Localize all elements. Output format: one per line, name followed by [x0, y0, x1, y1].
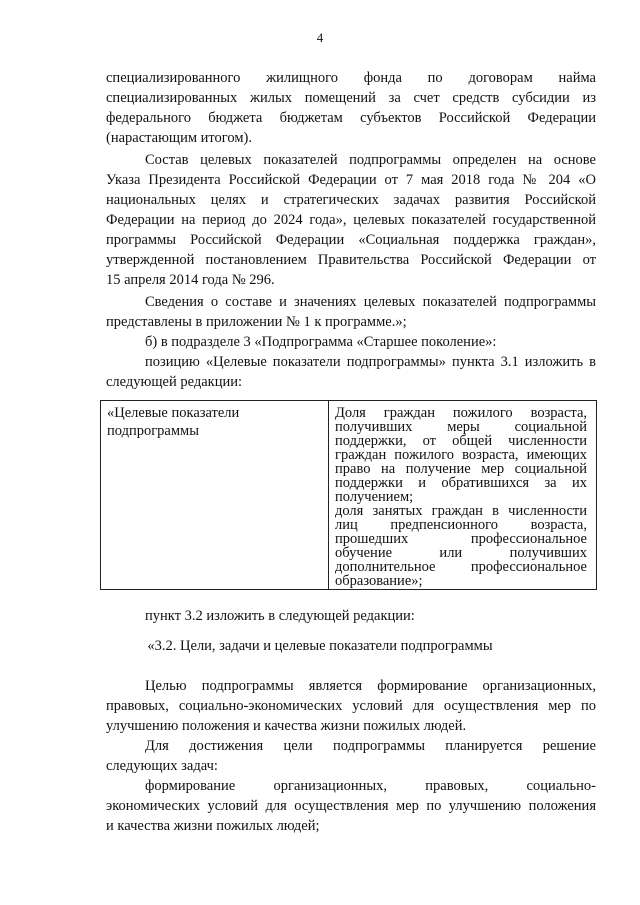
text-line: экономических условий для осуществления мер по улучшению положения [106, 798, 596, 814]
table-cell-right: получением; [335, 489, 414, 505]
section-heading: «3.2. Цели, задачи и целевые показатели подпрограммы [147, 638, 493, 654]
table-cell-right: Доля граждан пожилого возраста, [335, 405, 587, 421]
text-line: федерального бюджета бюджетам субъектов Российской Федерации [106, 110, 596, 126]
text-line: и качества жизни пожилых людей; [106, 818, 320, 834]
table-cell-right: право на получение мер социальной [335, 461, 587, 477]
text-line: программы Российской Федерации «Социальная поддержка граждан», [106, 232, 596, 248]
text-line: Сведения о составе и значениях целевых показателей подпрограммы [145, 294, 596, 310]
table-cell-right: поддержки, от общей численности [335, 433, 587, 449]
text-line: улучшению положения и качества жизни пожилых людей. [106, 718, 467, 734]
text-line: б) в подразделе 3 «Подпрограмма «Старшее поколение»: [145, 334, 497, 350]
indicator-table [100, 400, 597, 590]
text-line: пункт 3.2 изложить в следующей редакции: [145, 608, 415, 624]
text-line: Состав целевых показателей подпрограммы определен на основе [145, 152, 596, 168]
table-cell-right: поддержки и обратившихся за их [335, 475, 587, 491]
table-cell-right: лиц предпенсионного возраста, [335, 517, 587, 533]
table-cell-left: подпрограммы [107, 423, 199, 439]
table-cell-right: граждан пожилого возраста, имеющих [335, 447, 587, 463]
text-line: правовых, социально-экономических условий для осуществления мер по [106, 698, 596, 714]
text-line: позицию «Целевые показатели подпрограммы» пункта 3.1 изложить в [145, 354, 596, 370]
text-line: Целью подпрограммы является формирование организационных, [145, 678, 596, 694]
text-line: представлены в приложении № 1 к программе.»; [106, 314, 407, 330]
table-cell-right: обучение или получивших [335, 545, 587, 561]
text-line: следующей редакции: [106, 374, 243, 390]
table-cell-right: образование»; [335, 573, 423, 589]
text-line: Указа Президента Российской Федерации от 7 мая 2018 года № 204 «О [106, 172, 596, 188]
text-line: следующих задач: [106, 758, 218, 774]
page-number: 4 [316, 30, 324, 45]
table-cell-right: прошедших профессиональное [335, 531, 587, 547]
text-line: специализированных жилых помещений за счет средств субсидии из [106, 90, 596, 106]
text-line: 15 апреля 2014 года № 296. [106, 272, 275, 288]
table-cell-right: доля занятых граждан в численности [335, 503, 587, 519]
text-line: формирование организационных, правовых, социально- [145, 778, 596, 794]
table-cell-left: «Целевые показатели [107, 405, 240, 421]
text-line: Федерации на период до 2024 года», целевых показателей государственной [106, 212, 596, 228]
text-line: (нарастающим итогом). [106, 130, 252, 146]
text-line: утвержденной постановлением Правительства Российской Федерации от [106, 252, 596, 268]
text-line: специализированного жилищного фонда по договорам найма [106, 70, 596, 86]
text-line: Для достижения цели подпрограммы планируется решение [145, 738, 596, 754]
table-divider [328, 401, 329, 589]
table-cell-right: получивших меры социальной [335, 419, 587, 435]
table-cell-right: дополнительное профессиональное [335, 559, 587, 575]
text-line: национальных целях и стратегических задачах развития Российской [106, 192, 596, 208]
